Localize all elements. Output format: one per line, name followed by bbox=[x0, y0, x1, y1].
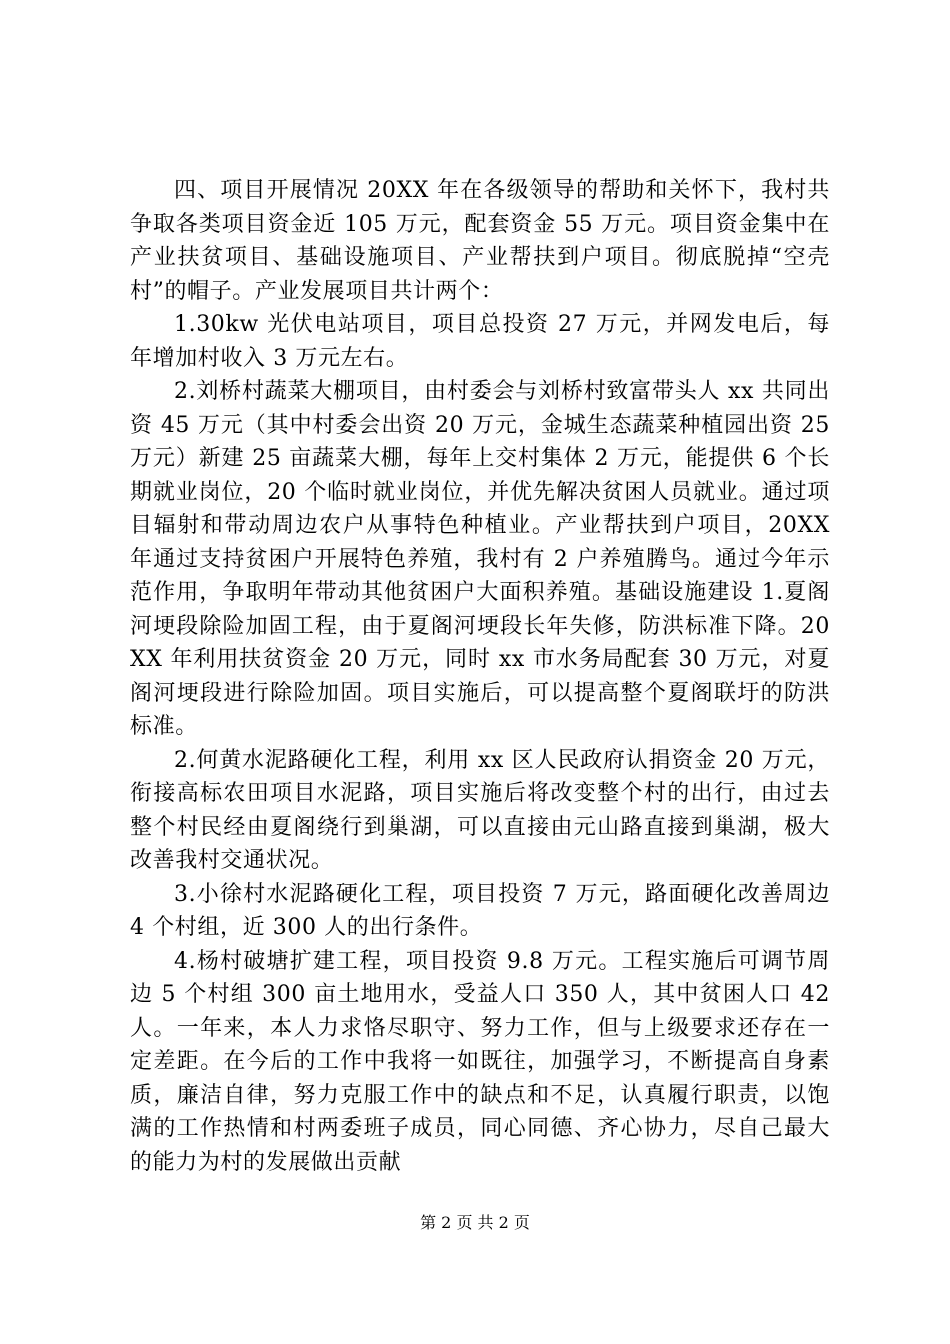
paragraph-yangcun-pond: 4.杨村破塘扩建工程，项目投资 9.8 万元。工程实施后可调节周边 5 个村组 300 亩土地用水，受益人口 350 人，其中贫困人口 42 人。一年来，本人力求恪尽职守、努力工作，但与上级要求还存在一定差距。在今后的工作中我将一如既往，加强学习，不断提高自身素质，廉洁自律，努力克服工作中的缺点和不足，认真履行职责，以饱满的工作热情和村两委班子成员，同心同德、齐心协力，尽自己最大的能力为村的发展做出贡献 bbox=[130, 948, 830, 1175]
document-body bbox=[130, 174, 830, 1179]
paragraph-xiaoxu-road: 3.小徐村水泥路硬化工程，项目投资 7 万元，路面硬化改善周边 4 个村组，近 300 人的出行条件。 bbox=[130, 881, 830, 940]
paragraph-solar-project: 1.30kw 光伏电站项目，项目总投资 27 万元，并网发电后，每年增加村收入 3 万元左右。 bbox=[130, 312, 830, 371]
paragraph-project-overview: 四、项目开展情况 20XX 年在各级领导的帮助和关怀下，我村共争取各类项目资金近 105 万元，配套资金 55 万元。项目资金集中在产业扶贫项目、基础设施项目、产业帮扶到户项目。彻底脱掉“空壳村”的帽子。产业发展项目共计两个： bbox=[130, 178, 830, 304]
page-footer: 第 2 页 共 2 页 bbox=[420, 1213, 530, 1232]
paragraph-hehuang-road: 2.何黄水泥路硬化工程，利用 xx 区人民政府认捐资金 20 万元，衔接高标农田项目水泥路，项目实施后将改变整个村的出行，由过去整个村民经由夏阁绕行到巢湖，可以直接由元山路直接到巢湖，极大改善我村交通状况。 bbox=[130, 747, 830, 873]
paragraph-greenhouse-project: 2.刘桥村蔬菜大棚项目，由村委会与刘桥村致富带头人 xx 共同出资 45 万元（其中村委会出资 20 万元，金城生态蔬菜种植园出资 25 万元）新建 25 亩蔬菜大棚，每年上交村集体 2 万元，能提供 6 个长期就业岗位，20 个临时就业岗位，并优先解决贫困人员就业。通过项目辐射和带动周边农户从事特色种植业。产业帮扶到户项目，20XX 年通过支持贫困户开展特色养殖，我村有 2 户养殖腾鸟。通过今年示范作用，争取明年带动其他贫困户大面积养殖。基础设施建设 1.夏阁河埂段除险加固工程，由于夏阁河埂段长年失修，防洪标准下降。20XX 年利用扶贫资金 20 万元，同时 xx 市水务局配套 30 万元，对夏阁河埂段进行除险加固。项目实施后，可以提高整个夏阁联圩的防洪标准。 bbox=[130, 379, 830, 739]
